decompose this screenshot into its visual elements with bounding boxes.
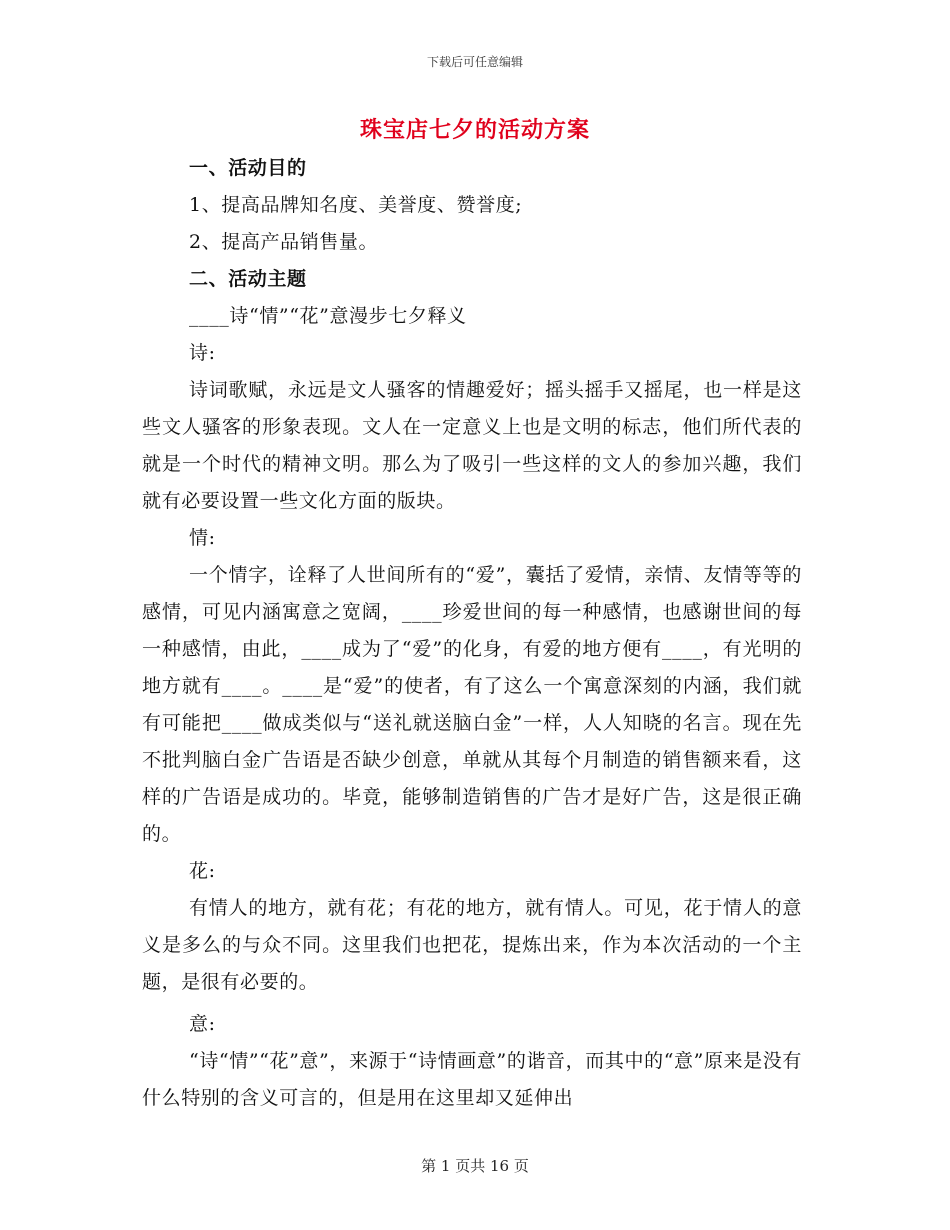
paragraph: 意: bbox=[189, 1013, 216, 1035]
paragraph: 1、提高品牌知名度、美誉度、赞誉度; bbox=[189, 194, 523, 216]
paragraph: 诗: bbox=[189, 342, 216, 364]
paragraph: 一个情字，诠释了人世间所有的“爱”，囊括了爱情，亲情、友情等等的感情，可见内涵寓意之宽阔，____珍爱世间的每一种感情，也感谢世间的每一种感情，由此，____成为了“爱”的化身，有爱的地方便有____，有光明的地方就有____。____是“爱”的使者，有了这么一个寓意深刻的内涵，我们就有可能把____做成类似与“送礼就送脑白金”一样，人人知晓的名言。现在先不批判脑白金广告语是否缺少创意，单就从其每个月制造的销售额来看，这样的广告语是成功的。毕竟，能够制造销售的广告才是好广告，这是很正确的。 bbox=[142, 564, 802, 845]
page-footer: 第 1 页共 16 页 bbox=[421, 1157, 529, 1175]
paragraph: ____诗“情”“花”意漫步七夕释义 bbox=[189, 305, 467, 327]
paragraph: 花: bbox=[189, 860, 216, 882]
paragraph: 2、提高产品销售量。 bbox=[189, 231, 379, 253]
paragraph: “诗“情”“花”意”，来源于“诗情画意”的谐音，而其中的“意”原来是没有什么特别的含义可言的，但是用在这里却又延伸出 bbox=[142, 1050, 802, 1109]
document-body bbox=[142, 150, 802, 1117]
section-heading: 一、活动目的 bbox=[189, 157, 307, 179]
paragraph: 情: bbox=[189, 527, 216, 549]
paragraph: 诗词歌赋，永远是文人骚客的情趣爱好；摇头摇手又摇尾，也一样是这些文人骚客的形象表现。文人在一定意义上也是文明的标志，他们所代表的就是一个时代的精神文明。那么为了吸引一些这样的文人的参加兴趣，我们就有必要设置一些文化方面的版块。 bbox=[142, 379, 802, 512]
paragraph: 有情人的地方，就有花；有花的地方，就有情人。可见，花于情人的意义是多么的与众不同。这里我们也把花，提炼出来，作为本次活动的一个主题，是很有必要的。 bbox=[142, 897, 802, 993]
document-title: 珠宝店七夕的活动方案 bbox=[359, 117, 590, 143]
section-heading: 二、活动主题 bbox=[189, 268, 307, 290]
header-note: 下载后可任意编辑 bbox=[426, 55, 523, 69]
